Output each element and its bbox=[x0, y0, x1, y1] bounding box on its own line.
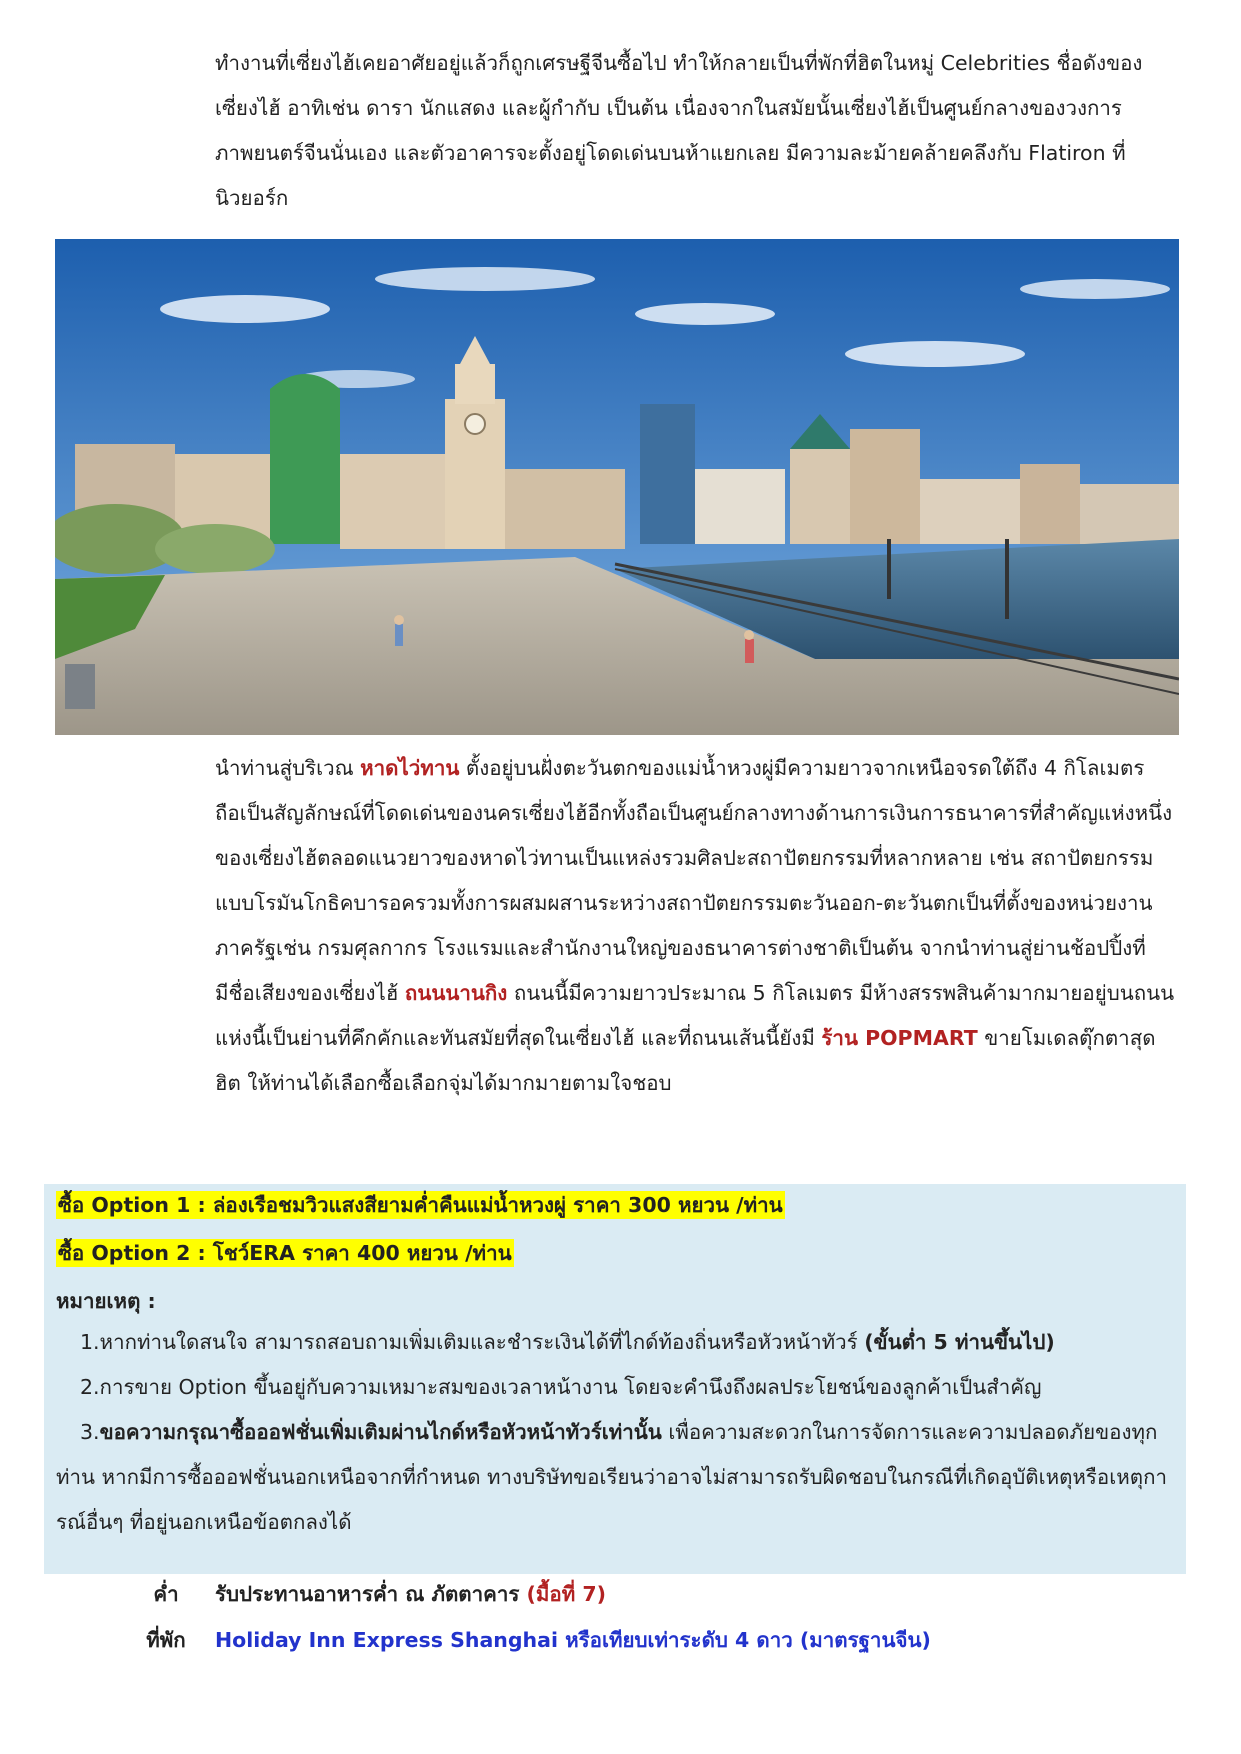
bund-paragraph bbox=[215, 746, 1175, 1106]
dinner-label: ค่ำ bbox=[153, 1582, 179, 1606]
note-3-number: 3. bbox=[80, 1420, 100, 1444]
intro-paragraph: ทำงานที่เซี่ยงไฮ้เคยอาศัยอยู่แล้วก็ถูกเศรษฐีจีนซื้อไป ทำให้กลายเป็นที่พักที่ฮิตในหมู่ Celebrities ชื่อดังของเซี่ยงไฮ้ อาทิเช่น ดารา นักแสดง และผู้กำกับ เป็นต้น เนื่องจากในสมัยนั้นเซี่ยงไฮ้เป็นศูนย์กลางของวงการภาพยนตร์จีนนั่นเอง และตัวอาคารจะตั้งอยู่โดดเด่นบนห้าแยกเลย มีความละม้ายคล้ายคลึงกับ Flatiron ที่นิวยอร์ก bbox=[215, 51, 1143, 210]
option-1-text: ซื้อ Option 1 : ล่องเรือชมวิวแสงสียามค่ำคืนแม่น้ำหวงผู่ ราคา 300 หยวน /ท่าน bbox=[58, 1193, 783, 1217]
the-bund-place-name: หาดไว่ทาน bbox=[360, 756, 460, 780]
remark-note-3 bbox=[56, 1410, 1176, 1545]
remark-title: หมายเหตุ : bbox=[56, 1289, 156, 1313]
bund-promenade-photo bbox=[55, 239, 1179, 735]
meal-number: (มื้อที่ 7) bbox=[526, 1582, 606, 1606]
option-2 bbox=[56, 1236, 514, 1270]
option-2-text: ซื้อ Option 2 : โชว์ERA ราคา 400 หยวน /ท่าน bbox=[58, 1241, 512, 1265]
dinner-row bbox=[0, 1578, 1241, 1623]
hotel-label: ที่พัก bbox=[146, 1628, 186, 1652]
remark-note-1 bbox=[56, 1320, 1176, 1365]
note-1-minimum: (ขั้นต่ำ 5 ท่านขึ้นไป) bbox=[864, 1330, 1055, 1354]
popmart-shop-name: ร้าน POPMART bbox=[821, 1026, 978, 1050]
note-3-bold: ขอความกรุณาซื้อออฟชั่นเพิ่มเติมผ่านไกด์หรือหัวหน้าทัวร์เท่านั้น bbox=[99, 1420, 662, 1444]
hotel-row bbox=[0, 1624, 1241, 1669]
nanjing-road-place-name: ถนนนานกิง bbox=[404, 981, 508, 1005]
optional-tours-box bbox=[44, 1184, 1186, 1574]
bund-text-1: นำท่านสู่บริเวณ bbox=[215, 756, 361, 780]
bund-text-4: ขายโมเดลตุ๊กตาสุดฮิต ให้ท่านได้เลือกซื้อเลือกจุ่มได้มากมายตามใจชอบ bbox=[215, 1026, 1156, 1095]
bund-text-2: ตั้งอยู่บนฝั่งตะวันตกของแม่น้ำหวงผู่มีความยาวจากเหนือจรดใต้ถึง 4 กิโลเมตร ถือเป็นสัญลักษณ์ที่โดดเด่นของนครเซี่ยงไฮ้อีกทั้งถือเป็นศูนย์กลางทางด้านการเงินการธนาคารที่สำคัญแห่งหนึ่งของเซี่ยงไฮ้ตลอดแนวยาวของหาดไว่ทานเป็นแหล่งรวมศิลปะสถาปัตยกรรมที่หลากหลาย เช่น สถาปัตยกรรมแบบโรมันโกธิคบารอครวมทั้งการผสมผสานระหว่างสถาปัตยกรรมตะวันออก-ตะวันตกเป็นที่ตั้งของหน่วยงานภาครัฐเช่น กรมศุลกากร โรงแรมและสำนักงานใหญ่ของธนาคารต่างชาติเป็นต้น จากนำท่านสู่ย่านช้อปปิ้งที่มีชื่อเสียงของเซี่ยงไฮ้ bbox=[215, 756, 1173, 1005]
note-1-text: 1.หากท่านใดสนใจ สามารถสอบถามเพิ่มเติมและชำระเงินได้ที่ไกด์ท้องถิ่นหรือหัวหน้าทัวร์ bbox=[80, 1330, 865, 1354]
remark-note-2: 2.การขาย Option ขึ้นอยู่กับความเหมาะสมของเวลาหน้างาน โดยจะคำนึงถึงผลประโยชน์ของลูกค้าเป็นสำคัญ bbox=[80, 1375, 1042, 1399]
hotel-name: Holiday Inn Express Shanghai หรือเทียบเท่าระดับ 4 ดาว (มาตรฐานจีน) bbox=[215, 1628, 931, 1652]
dinner-value bbox=[215, 1578, 606, 1611]
dinner-text: รับประทานอาหารค่ำ ณ ภัตตาคาร bbox=[215, 1582, 527, 1606]
bund-text-3: ถนนนี้มีความยาวประมาณ 5 กิโลเมตร มีห้างสรรพสินค้ามากมายอยู่บนถนนแห่งนี้เป็นย่านที่คึกคักและทันสมัยที่สุดในเซี่ยงไฮ้ และที่ถนนเส้นนี้ยังมี bbox=[215, 981, 1175, 1050]
note-3-text: เพื่อความสะดวกในการจัดการและความปลอดภัยของทุกท่าน หากมีการซื้อออฟชั่นนอกเหนือจากที่กำหนด ทางบริษัทขอเรียนว่าอาจไม่สามารถรับผิดชอบในกรณีที่เกิดอุบัติเหตุหรือเหตุการณ์อื่นๆ ที่อยู่นอกเหนือข้อตกลงได้ bbox=[56, 1420, 1168, 1534]
option-1 bbox=[56, 1188, 785, 1222]
